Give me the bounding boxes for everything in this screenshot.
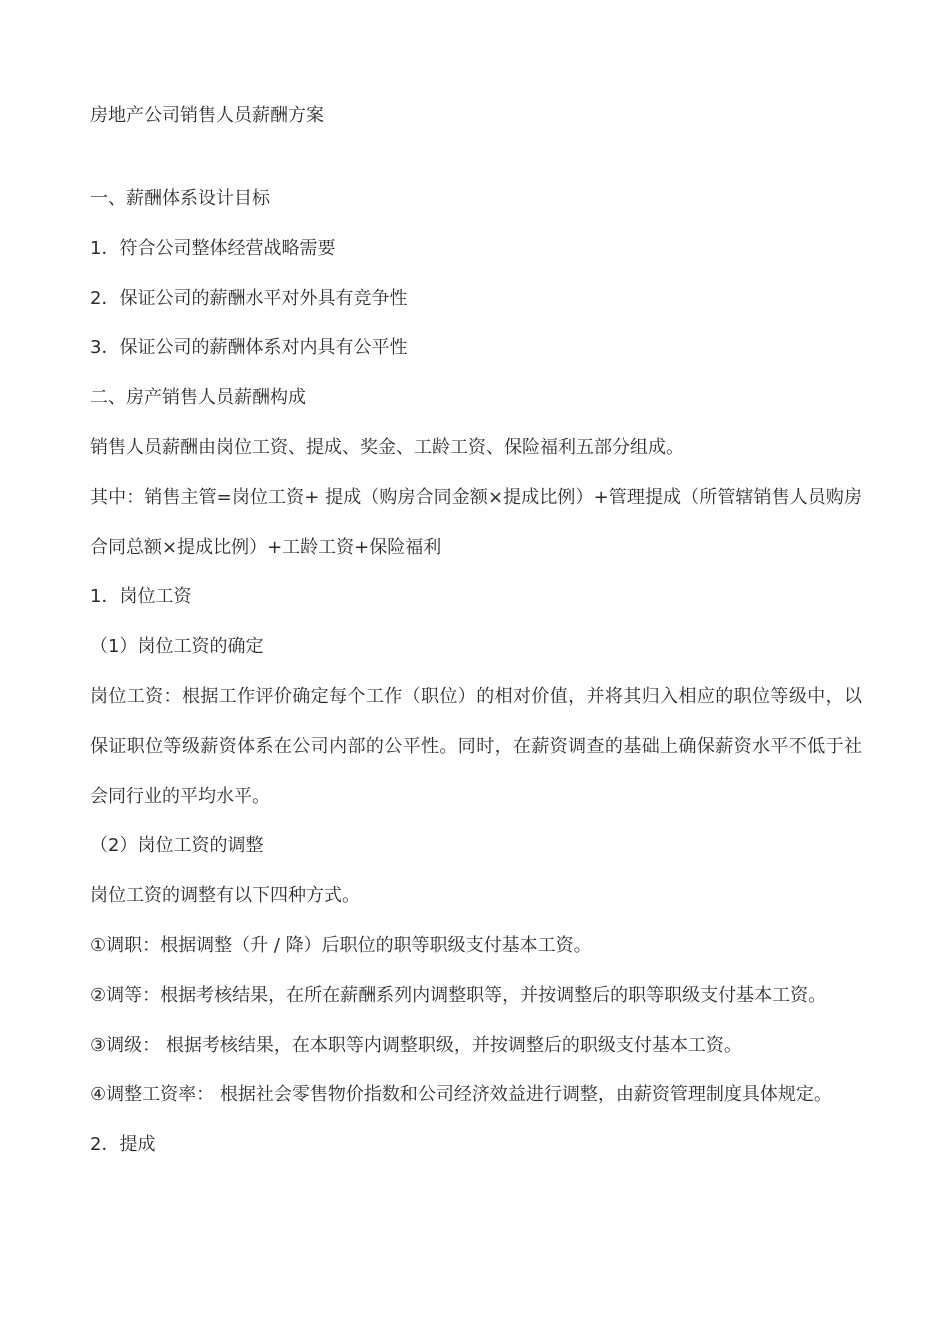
heading-commission: 2．提成 bbox=[90, 1134, 156, 1156]
heading-position-salary: 1．岗位工资 bbox=[90, 586, 192, 608]
list-item-adjustment-4: ④调整工资率： 根据社会零售物价指数和公司经济效益进行调整，由薪资管理制度具体规定。 bbox=[90, 1084, 832, 1106]
list-item-adjustment-3: ③调级： 根据考核结果，在本职等内调整职级，并按调整后的职级支付基本工资。 bbox=[90, 1034, 742, 1056]
paragraph-adjustment-methods: 岗位工资的调整有以下四种方式。 bbox=[90, 885, 360, 907]
list-item-adjustment-2: ②调等：根据考核结果，在所在薪酬系列内调整职等，并按调整后的职等职级支付基本工资。 bbox=[90, 984, 827, 1006]
document-body bbox=[90, 174, 862, 1170]
document-title: 房地产公司销售人员薪酬方案 bbox=[90, 105, 324, 126]
list-item-goal-2: 2．保证公司的薪酬水平对外具有竞争性 bbox=[90, 287, 408, 309]
heading-salary-composition: 二、房产销售人员薪酬构成 bbox=[90, 387, 306, 409]
heading-design-goals: 一、薪酬体系设计目标 bbox=[90, 188, 270, 209]
list-item-goal-1: 1．符合公司整体经营战略需要 bbox=[90, 237, 336, 259]
list-item-goal-3: 3．保证公司的薪酬体系对内具有公平性 bbox=[90, 337, 408, 359]
subheading-position-salary-adjustment: （2）岗位工资的调整 bbox=[90, 835, 264, 857]
paragraph-composition: 销售人员薪酬由岗位工资、提成、奖金、工龄工资、保险福利五部分组成。 bbox=[90, 436, 684, 458]
list-item-adjustment-1: ①调职：根据调整（升 / 降）后职位的职等职级支付基本工资。 bbox=[90, 934, 592, 956]
paragraph-supervisor-formula: 其中：销售主管=岗位工资+ 提成（购房合同金额×提成比例）+管理提成（所管辖销售人员购房合同总额×提成比例）+工龄工资+保险福利 bbox=[90, 486, 862, 558]
subheading-position-salary-determination: （1）岗位工资的确定 bbox=[90, 636, 264, 658]
paragraph-position-salary-definition: 岗位工资：根据工作评价确定每个工作（职位）的相对价值，并将其归入相应的职位等级中，以保证职位等级薪资体系在公司内部的公平性。同时，在薪资调查的基础上确保薪资水平不低于社会同行业的平均水平。 bbox=[90, 685, 862, 807]
